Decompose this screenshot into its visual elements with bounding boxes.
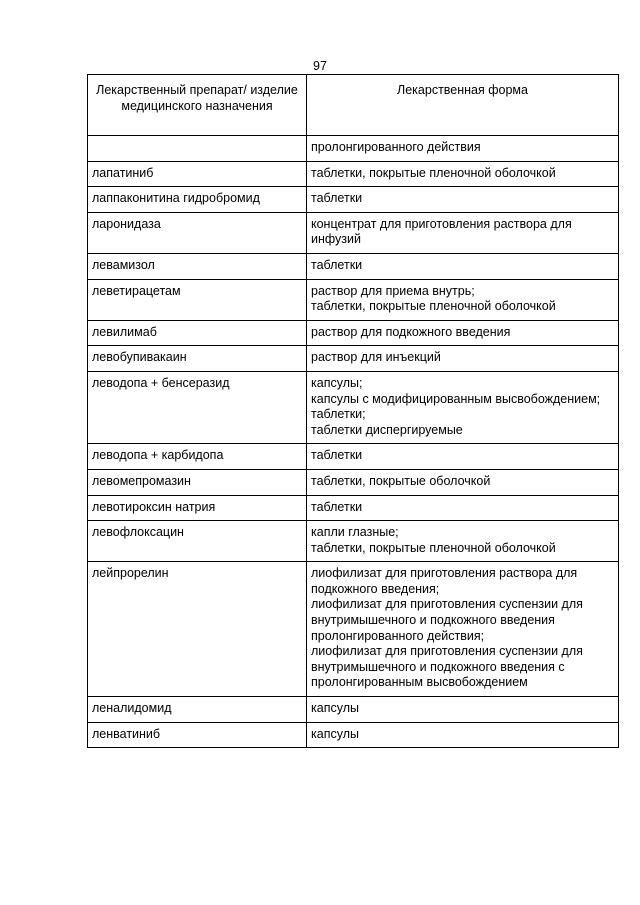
table-row — [88, 346, 619, 372]
dosage-form-cell — [307, 495, 619, 521]
table-row — [88, 161, 619, 187]
dosage-form-line: таблетки, покрытые пленочной оболочкой — [311, 540, 556, 555]
dosage-form-line: раствор для инъекций — [311, 350, 441, 365]
dosage-form-cell — [307, 697, 619, 723]
table-row — [88, 469, 619, 495]
table-row — [88, 279, 619, 320]
dosage-form-line: капсулы; — [311, 375, 363, 390]
dosage-form-cell — [307, 212, 619, 253]
dosage-form-line: таблетки; — [311, 407, 366, 422]
dosage-form-line: капсулы — [311, 701, 359, 716]
dosage-form-line: таблетки — [311, 257, 363, 272]
drug-name-cell: левобупивакаин — [88, 346, 307, 372]
dosage-form-line: концентрат для приготовления раствора для инфузий — [311, 216, 572, 247]
dosage-form-cell — [307, 279, 619, 320]
table-row — [88, 187, 619, 213]
dosage-form-cell — [307, 346, 619, 372]
dosage-form-line: таблетки, покрытые пленочной оболочкой — [311, 165, 556, 180]
table-row — [88, 697, 619, 723]
table-row — [88, 136, 619, 162]
dosage-form-line: таблетки — [311, 448, 363, 463]
dosage-form-cell — [307, 187, 619, 213]
dosage-form-cell — [307, 161, 619, 187]
dosage-form-line: пролонгированного действия — [311, 140, 481, 154]
drug-name-cell: леветирацетам — [88, 279, 307, 320]
drug-name-cell: леналидомид — [88, 697, 307, 723]
table-header-row — [88, 75, 619, 136]
table-row — [88, 320, 619, 346]
drug-name-cell: леводопа + бенсеразид — [88, 371, 307, 443]
dosage-form-line: лиофилизат для приготовления суспензии для внутримышечного и подкожного введения с пролонгированным высвобождением — [311, 644, 583, 690]
dosage-form-line: капсулы — [311, 726, 359, 741]
drug-name-cell: левотироксин натрия — [88, 495, 307, 521]
drug-name-cell: левофлоксацин — [88, 521, 307, 562]
page-number: 97 — [313, 59, 327, 73]
dosage-form-cell — [307, 722, 619, 748]
dosage-form-cell — [307, 469, 619, 495]
dosage-form-cell — [307, 521, 619, 562]
dosage-form-line: таблетки — [311, 191, 363, 206]
header-form-column: Лекарственная форма — [307, 75, 619, 136]
drug-name-cell: лейпрорелин — [88, 562, 307, 697]
drug-table — [87, 74, 619, 748]
drug-name-cell: лаппаконитина гидробромид — [88, 187, 307, 213]
dosage-form-line: лиофилизат для приготовления суспензии для внутримышечного и подкожного введения пролонгированного действия; — [311, 597, 583, 643]
dosage-form-line: раствор для приема внутрь; — [311, 283, 475, 298]
dosage-form-line: лиофилизат для приготовления раствора для подкожного введения; — [311, 566, 578, 596]
dosage-form-cell — [307, 320, 619, 346]
dosage-form-line: капли глазные; — [311, 525, 399, 540]
drug-name-cell — [88, 136, 307, 162]
dosage-form-line: таблетки, покрытые пленочной оболочкой — [311, 299, 556, 314]
drug-name-cell: левомепромазин — [88, 469, 307, 495]
drug-name-cell: ларонидаза — [88, 212, 307, 253]
table-body — [88, 136, 619, 748]
drug-name-cell: ленватиниб — [88, 722, 307, 748]
drug-name-cell: левамизол — [88, 253, 307, 279]
dosage-form-cell — [307, 371, 619, 443]
table-row — [88, 444, 619, 470]
dosage-form-cell — [307, 562, 619, 697]
dosage-form-line: таблетки, покрытые оболочкой — [311, 473, 491, 488]
table-row — [88, 371, 619, 443]
drug-name-cell: левилимаб — [88, 320, 307, 346]
table-row — [88, 722, 619, 748]
drug-name-cell: лапатиниб — [88, 161, 307, 187]
table-row — [88, 521, 619, 562]
dosage-form-cell — [307, 253, 619, 279]
dosage-form-cell — [307, 444, 619, 470]
table-row — [88, 562, 619, 697]
dosage-form-cell — [307, 136, 619, 162]
table-row — [88, 212, 619, 253]
table-row — [88, 253, 619, 279]
dosage-form-line: таблетки — [311, 499, 363, 514]
dosage-form-line: раствор для подкожного введения — [311, 324, 511, 339]
header-drug-column: Лекарственный препарат/ изделие медицинского назначения — [88, 75, 307, 136]
drug-name-cell: леводопа + карбидопа — [88, 444, 307, 470]
table-row — [88, 495, 619, 521]
dosage-form-line: капсулы с модифицированным высвобождением; — [311, 391, 601, 406]
dosage-form-line: таблетки диспергируемые — [311, 422, 463, 437]
